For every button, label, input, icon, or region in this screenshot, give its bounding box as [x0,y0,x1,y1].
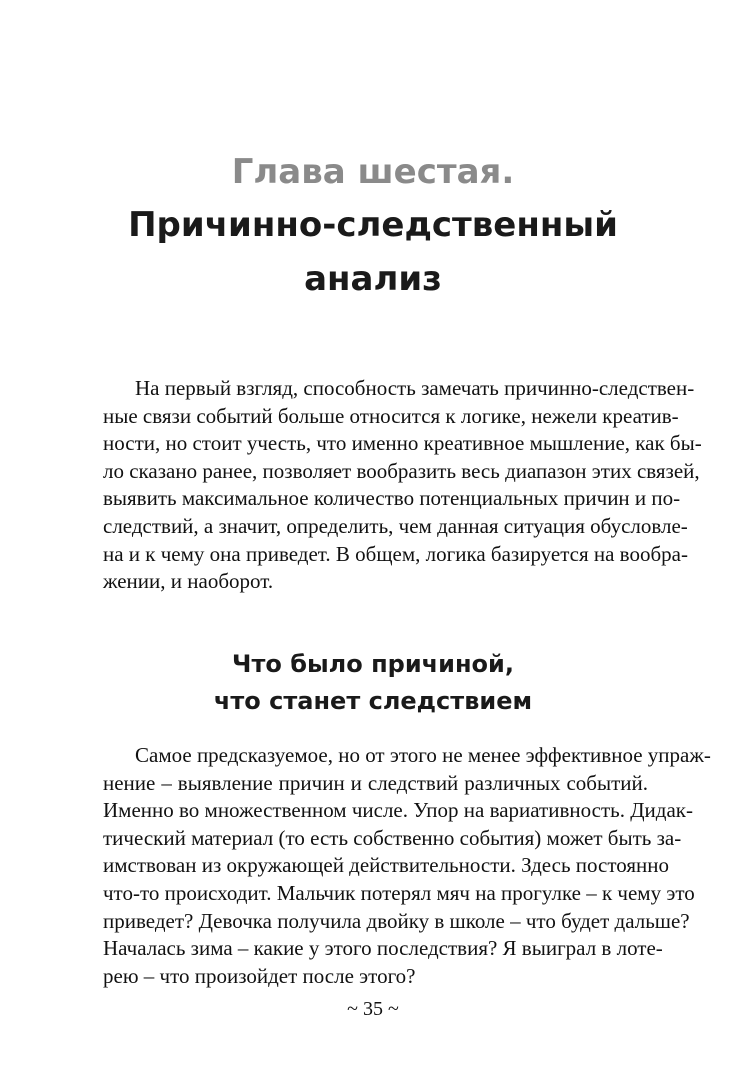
chapter-title-line: анализ [304,259,442,299]
paragraph-line: приведет? Девочка получила двойку в школе – что будет дальше? [103,908,690,933]
paragraph-line: рею – что произойдет после этого? [103,963,416,988]
paragraph-line: На первый взгляд, способность замечать причинно-следствен- [135,376,695,400]
paragraph-line: Самое предсказуемое, но от этого не менее эффективное упраж- [135,743,711,767]
section-heading-line: Что было причиной, [232,650,514,678]
paragraph-line: что-то происходит. Мальчик потерял мяч на прогулке – к чему это [103,880,695,905]
paragraph-line: выявить максимальное количество потенциальных причин и по- [103,486,681,511]
paragraph-line: имствован из окружающей действительности. Здесь постоянно [103,853,670,878]
chapter-title [0,198,746,306]
paragraph-line: на и к чему она приведет. В общем, логика базируется на вообра- [103,541,688,566]
section-heading [0,646,746,720]
exercise-paragraph [103,742,711,990]
chapter-title-line: Причинно-следственный [128,205,618,245]
paragraph-line: Именно во множественном числе. Упор на вариативность. Дидак- [103,798,693,823]
page-number: ~ 35 ~ [347,998,399,1020]
paragraph-line: ло сказано ранее, позволяет вообразить весь диапазон этих связей, [103,458,700,483]
section-heading-line: что станет следствием [213,687,533,715]
paragraph-line: Началась зима – какие у этого последствия? Я выиграл в лоте- [103,936,663,961]
intro-paragraph [103,375,702,596]
paragraph-line: жении, и наоборот. [103,569,274,594]
paragraph-line: следствий, а значит, определить, чем данная ситуация обусловле- [103,513,688,538]
paragraph-line: ности, но стоит учесть, что именно креативное мышление, как бы- [103,431,702,456]
paragraph-line: нение – выявление причин и следствий различных событий. [103,770,648,795]
chapter-label: Глава шестая. [231,152,515,192]
paragraph-line: тический материал (то есть собственно события) может быть за- [103,825,682,850]
paragraph-line: ные связи событий больше относится к логике, нежели креатив- [103,403,679,428]
